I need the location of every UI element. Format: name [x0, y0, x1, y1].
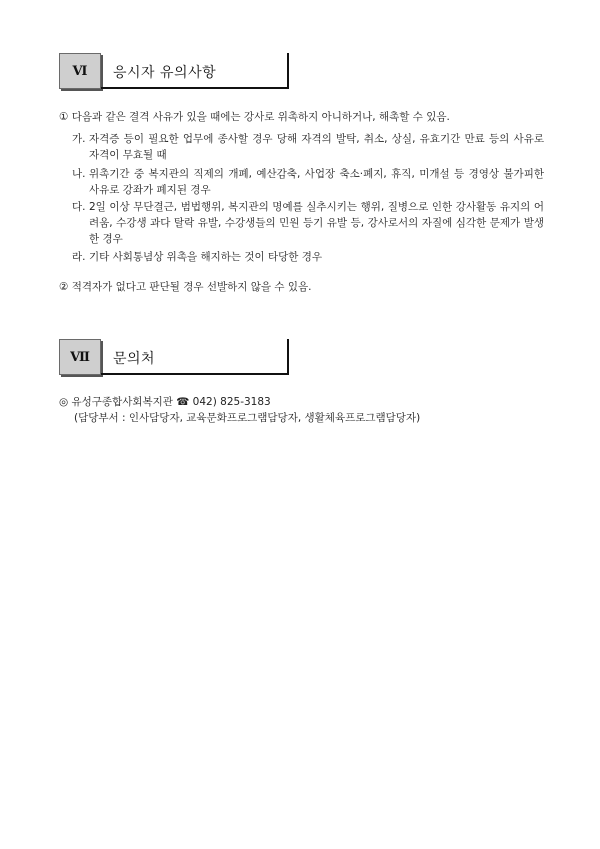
- header-right-rule: [287, 339, 289, 375]
- sub-item-marker: 가.: [72, 133, 86, 145]
- sub-item-marker: 다.: [72, 201, 86, 213]
- notice-item-2: ② 적격자가 없다고 판단될 경우 선발하지 않을 수 있음.: [59, 281, 312, 293]
- sub-item-text: 기타 사회통념상 위촉을 해지하는 것이 타당한 경우: [89, 251, 323, 263]
- sub-item-ra: [72, 249, 544, 265]
- section-6-header: [59, 53, 289, 89]
- header-underline: [101, 87, 289, 89]
- sub-item-marker: 나.: [72, 168, 86, 180]
- contact-line: ◎ 유성구종합사회복지관 ☎ 042) 825-3183: [59, 396, 271, 408]
- notice-item-1: ① 다음과 같은 결격 사유가 있을 때에는 강사로 위촉하지 아니하거나, 해촉할 수 있음.: [59, 111, 450, 123]
- section-6-title: 응시자 유의사항: [113, 65, 217, 81]
- section-7-number: Ⅶ: [59, 339, 101, 375]
- sub-item-marker: 라.: [72, 251, 86, 263]
- section-7-header: [59, 339, 289, 375]
- sub-item-text: 자격증 등이 필요한 업무에 종사할 경우 당해 자격의 발탁, 취소, 상실, 유효기간 만료 등의 사유로 자격이 무효될 때: [89, 133, 544, 161]
- section-7-title: 문의처: [113, 351, 156, 367]
- sub-item-na: [72, 166, 544, 198]
- department-line: (담당부서 : 인사담당자, 교육문화프로그램담당자, 생활체육프로그램담당자): [74, 412, 421, 424]
- sub-item-da: [72, 199, 544, 247]
- sub-item-ga: [72, 131, 544, 163]
- header-underline: [101, 373, 289, 375]
- sub-item-text: 2일 이상 무단결근, 범법행위, 복지관의 명예를 실추시키는 행위, 질병으로 인한 강사활동 유지의 어려움, 수강생 과다 탈락 유발, 수강생들의 민원 등기 유발 등, 강사로서의 자질에 심각한 문제가 발생한 경우: [89, 201, 544, 245]
- section-6-number: Ⅵ: [59, 53, 101, 89]
- header-right-rule: [287, 53, 289, 89]
- sub-item-text: 위촉기간 중 복지관의 직제의 개폐, 예산감축, 사업장 축소·폐지, 휴직, 미개설 등 경영상 불가피한 사유로 강좌가 폐지된 경우: [89, 168, 544, 196]
